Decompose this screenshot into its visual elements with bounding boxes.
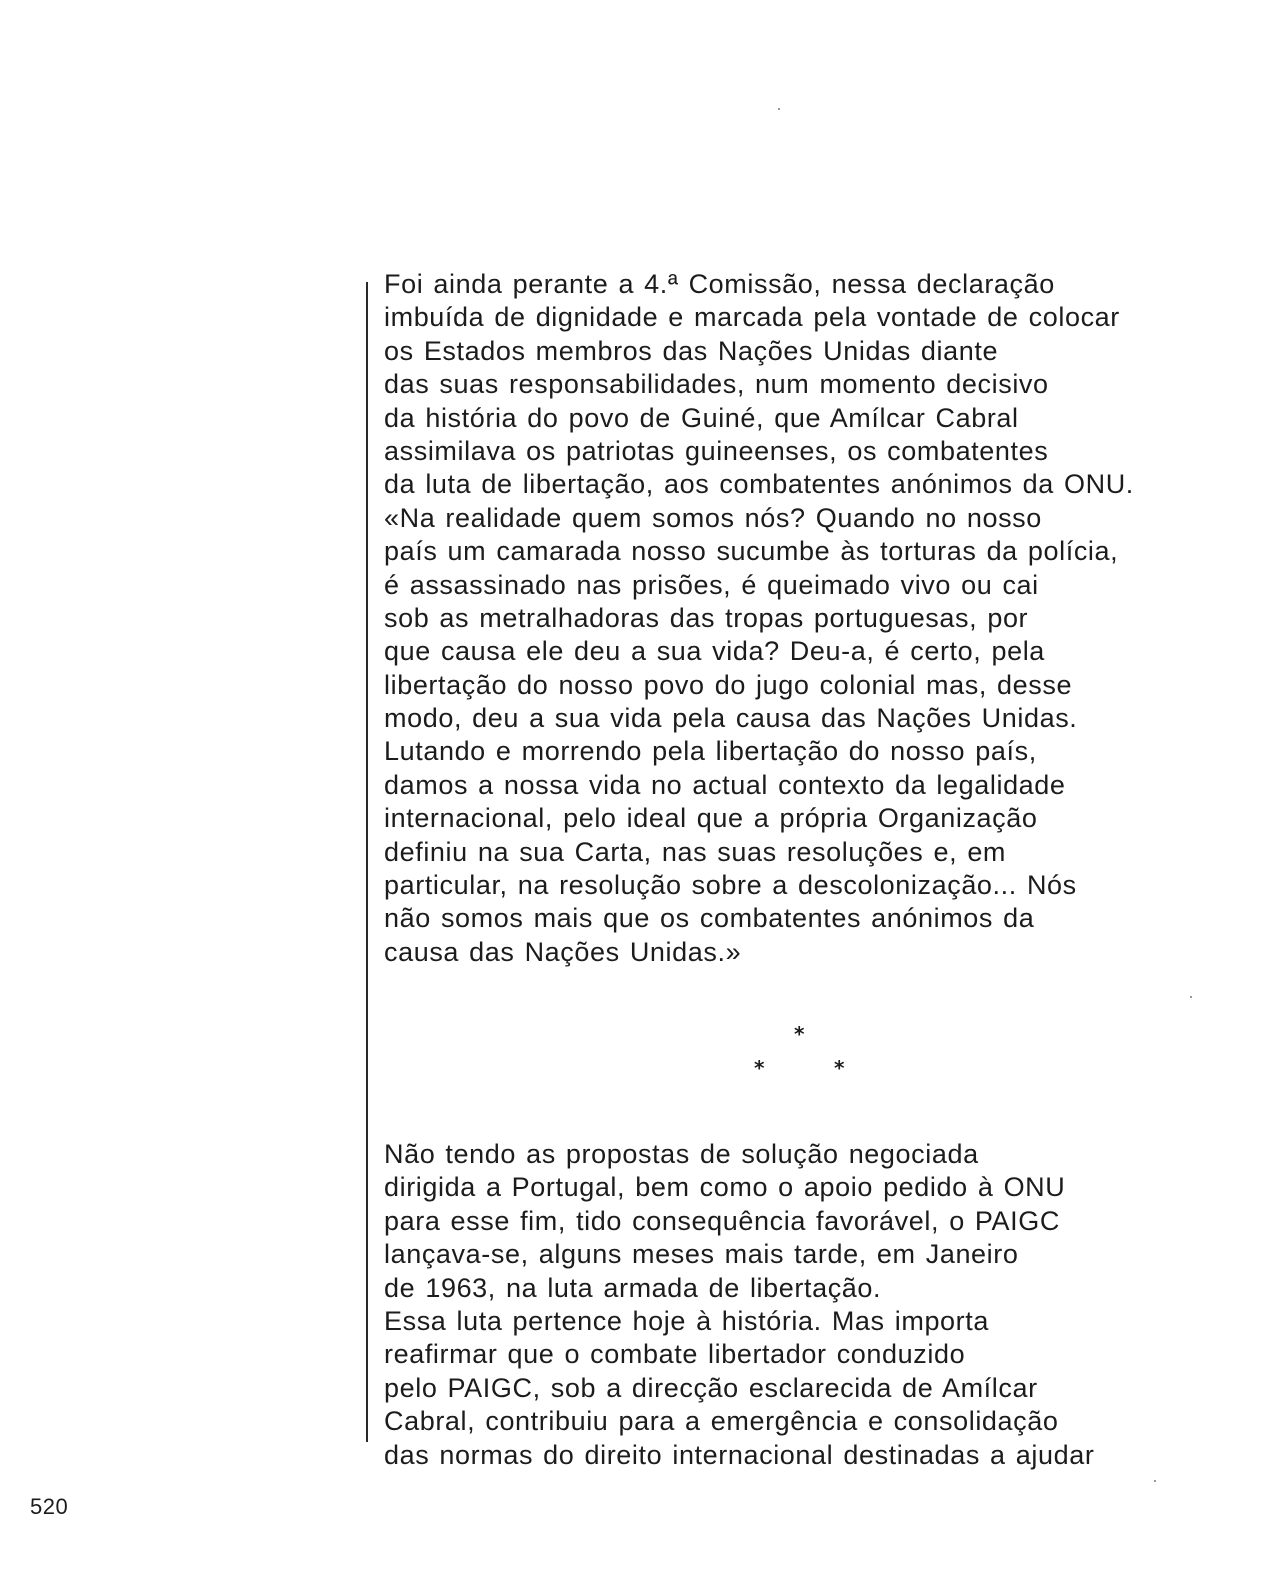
scan-speck	[1154, 1480, 1156, 1482]
text-line: da luta de libertação, aos combatentes anónimos da ONU.	[384, 469, 1134, 500]
asterisk: *	[794, 1022, 805, 1046]
text-line: internacional, pelo ideal que a própria Organização	[384, 803, 1038, 834]
text-line: Lutando e morrendo pela libertação do nosso país,	[384, 736, 1037, 767]
text-line: de 1963, na luta armada de libertação.	[384, 1272, 882, 1303]
text-line: para esse fim, tido consequência favorável, o PAIGC	[384, 1205, 1060, 1236]
asterisk: *	[834, 1056, 845, 1080]
text-line: definiu na sua Carta, nas suas resoluções e, em	[384, 836, 1007, 867]
text-line: libertação do nosso povo do jugo colonial mas, desse	[384, 669, 1073, 700]
text-line: dirigida a Portugal, bem como o apoio pedido à ONU	[384, 1172, 1066, 1203]
text-line: das suas responsabilidades, num momento decisivo	[384, 369, 1049, 400]
text-line: Cabral, contribuiu para a emergência e consolidação	[384, 1406, 1059, 1437]
text-line: particular, na resolução sobre a descolonização... Nós	[384, 870, 1077, 901]
text-line: das normas do direito internacional destinadas a ajudar	[384, 1439, 1095, 1470]
text-line: assimilava os patriotas guineenses, os combatentes	[384, 435, 1049, 466]
text-line: não somos mais que os combatentes anónimos da	[384, 903, 1035, 934]
paragraph-quote	[384, 268, 1224, 969]
page-number: 520	[30, 1494, 69, 1519]
text-line: damos a nossa vida no actual contexto da legalidade	[384, 769, 1066, 800]
text-line: Não tendo as propostas de solução negociada	[384, 1139, 979, 1169]
paragraph-narrative	[384, 1138, 1224, 1472]
text-line: lançava-se, alguns meses mais tarde, em Janeiro	[384, 1239, 1019, 1270]
scan-speck	[1190, 996, 1192, 998]
text-line: os Estados membros das Nações Unidas diante	[384, 335, 999, 366]
text-line: da história do povo de Guiné, que Amílcar Cabral	[384, 402, 1019, 433]
text-line: sob as metralhadoras das tropas portuguesas, por	[384, 602, 1029, 633]
text-line: Essa luta pertence hoje à história. Mas importa	[384, 1305, 989, 1336]
text-line: que causa ele deu a sua vida? Deu-a, é certo, pela	[384, 636, 1045, 667]
section-separator	[740, 1018, 860, 1088]
text-line: é assassinado nas prisões, é queimado vivo ou cai	[384, 569, 1039, 600]
text-line: reafirmar que o combate libertador conduzido	[384, 1339, 966, 1370]
text-line: modo, deu a sua vida pela causa das Nações Unidas.	[384, 703, 1078, 734]
text-line: país um camarada nosso sucumbe às torturas da polícia,	[384, 536, 1119, 567]
text-line: causa das Nações Unidas.»	[384, 936, 742, 967]
scan-speck	[778, 108, 780, 110]
text-line: imbuída de dignidade e marcada pela vontade de colocar	[384, 302, 1120, 333]
text-line: pelo PAIGC, sob a direcção esclarecida de Amílcar	[384, 1372, 1038, 1403]
margin-rule	[366, 282, 368, 1442]
asterisk: *	[754, 1056, 765, 1080]
text-line: «Na realidade quem somos nós? Quando no nosso	[384, 502, 1042, 533]
text-line: Foi ainda perante a 4.ª Comissão, nessa declaração	[384, 269, 1055, 299]
